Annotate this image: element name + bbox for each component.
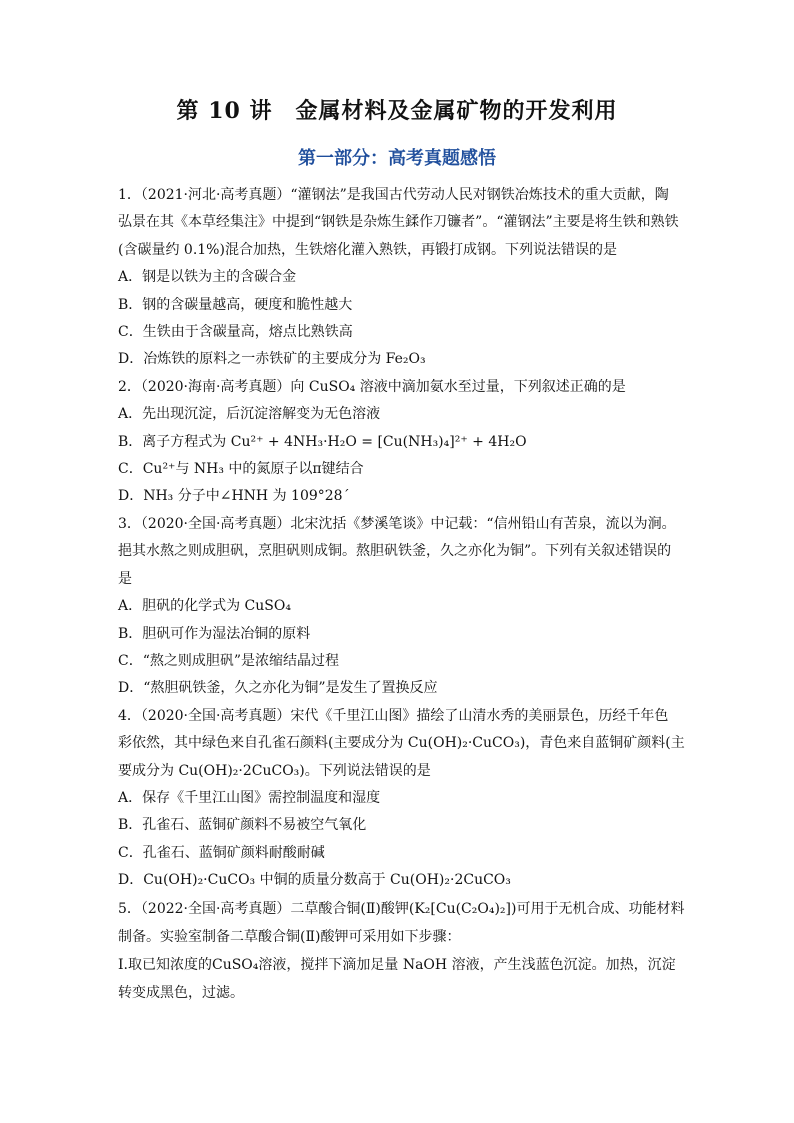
answer-option: B．胆矾可作为湿法冶铜的原料 — [118, 625, 311, 642]
text-line: 彩依然，其中绿色来自孔雀石颜料(主要成分为 Cu(OH)₂·CuCO₃)，青色来自蓝铜矿颜料(主 — [118, 735, 685, 752]
text-line: 2．（2020·海南·高考真题）向 CuSO₄ 溶液中滴加氨水至过量，下列叙述正确的是 — [118, 378, 626, 395]
text-line: 5．（2022·全国·高考真题）二草酸合铜(Ⅱ)酸钾(K₂[Cu(C₂O₄)₂])可用于无机合成、功能材料 — [118, 900, 685, 917]
answer-option: A．保存《千里江山图》需控制温度和湿度 — [118, 789, 381, 806]
answer-option: C．孔雀石、蓝铜矿颜料耐酸耐碱 — [118, 844, 325, 861]
answer-option: B．孔雀石、蓝铜矿颜料不易被空气氧化 — [118, 817, 367, 834]
text-line: 转变成黑色，过滤。 — [118, 984, 244, 1001]
text-line: 制备。实验室制备二草酸合铜(Ⅱ)酸钾可采用如下步骤： — [118, 928, 461, 945]
answer-option: C．生铁由于含碳量高，熔点比熟铁高 — [118, 324, 353, 341]
answer-option: D．冶炼铁的原料之一赤铁矿的主要成分为 Fe₂O₃ — [118, 351, 426, 368]
text-line: 是 — [118, 570, 132, 587]
answer-option: C．“熬之则成胆矾”是浓缩结晶过程 — [118, 652, 340, 669]
answer-option: A．先出现沉淀，后沉淀溶解变为无色溶液 — [118, 406, 381, 423]
answer-option: D．Cu(OH)₂·CuCO₃ 中铜的质量分数高于 Cu(OH)₂·2CuCO₃ — [118, 872, 511, 889]
text-line: (含碳量约 0.1%)混合加热，生铁熔化灌入熟铁，再锻打成钢。下列说法错误的是 — [118, 241, 617, 258]
answer-option: D．NH₃ 分子中∠HNH 为 109°28´ — [118, 488, 350, 505]
text-line: 4．（2020·全国·高考真题）宋代《千里江山图》描绘了山清水秀的美丽景色，历经千年色 — [118, 707, 669, 724]
answer-option: C．Cu²⁺与 NH₃ 中的氮原子以π键结合 — [118, 461, 364, 478]
text-line: 要成分为 Cu(OH)₂·2CuCO₃)。下列说法错误的是 — [118, 762, 431, 779]
answer-option: A．胆矾的化学式为 CuSO₄ — [118, 598, 291, 615]
page-title: 第 10 讲 金属材料及金属矿物的开发利用 — [176, 98, 618, 124]
text-line: 弘景在其《本草经集注》中提到“钢铁是杂炼生鍒作刀镰者”。“灌钢法”主要是将生铁和熟铁 — [118, 214, 679, 231]
text-line: 3．（2020·全国·高考真题）北宋沈括《梦溪笔谈》中记载：“信州铅山有苦泉，流以为涧。 — [118, 515, 676, 532]
text-line: 1．（2021·河北·高考真题）“灌钢法”是我国古代劳动人民对钢铁冶炼技术的重大贡献，陶 — [118, 187, 669, 203]
answer-option: B．离子方程式为 Cu²⁺ + 4NH₃·H₂O = [Cu(NH₃)₄]²⁺ + 4H₂O — [118, 433, 527, 450]
answer-option: D．“熬胆矾铁釜，久之亦化为铜”是发生了置换反应 — [118, 680, 438, 697]
section-subtitle: 第一部分：高考真题感悟 — [298, 148, 496, 169]
answer-option: B．钢的含碳量越高，硬度和脆性越大 — [118, 296, 353, 313]
answer-option: A．钢是以铁为主的含碳合金 — [118, 269, 297, 286]
text-line: 挹其水熬之则成胆矾，烹胆矾则成铜。熬胆矾铁釜，久之亦化为铜”。下列有关叙述错误的 — [118, 543, 672, 560]
question-list — [118, 182, 684, 1007]
text-line: Ⅰ.取已知浓度的CuSO₄溶液，搅拌下滴加足量 NaOH 溶液，产生浅蓝色沉淀。加热，沉淀 — [118, 956, 676, 973]
